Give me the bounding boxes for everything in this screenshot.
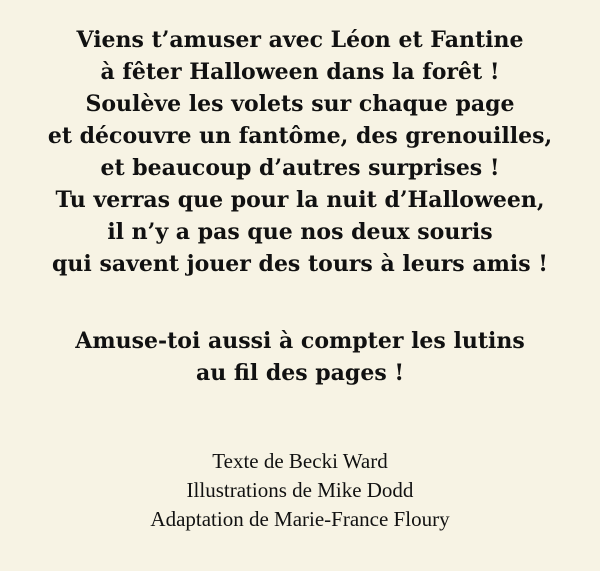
credits xyxy=(0,447,600,534)
intro-line: Tu verras que pour la nuit d’Halloween, xyxy=(55,187,545,213)
intro-line: à fêter Halloween dans la forêt ! xyxy=(100,59,500,85)
intro-paragraph xyxy=(0,24,600,280)
illustrator-credit: Illustrations de Mike Dodd xyxy=(186,478,414,502)
intro-line: qui savent jouer des tours à leurs amis ! xyxy=(52,251,548,277)
intro-line: et découvre un fantôme, des grenouilles, xyxy=(47,123,553,149)
intro-line: et beaucoup d’autres surprises ! xyxy=(100,155,500,181)
intro-line: Viens t’amuser avec Léon et Fantine xyxy=(76,27,524,53)
invite-line: Amuse-toi aussi à compter les lutins xyxy=(75,328,525,354)
counting-invitation xyxy=(0,325,600,389)
intro-line: il n’y a pas que nos deux souris xyxy=(107,219,493,245)
invite-line: au fil des pages ! xyxy=(195,360,405,386)
author-credit: Texte de Becki Ward xyxy=(212,449,388,473)
intro-line: Soulève les volets sur chaque page xyxy=(85,91,515,117)
adaptation-credit: Adaptation de Marie-France Floury xyxy=(150,507,450,531)
